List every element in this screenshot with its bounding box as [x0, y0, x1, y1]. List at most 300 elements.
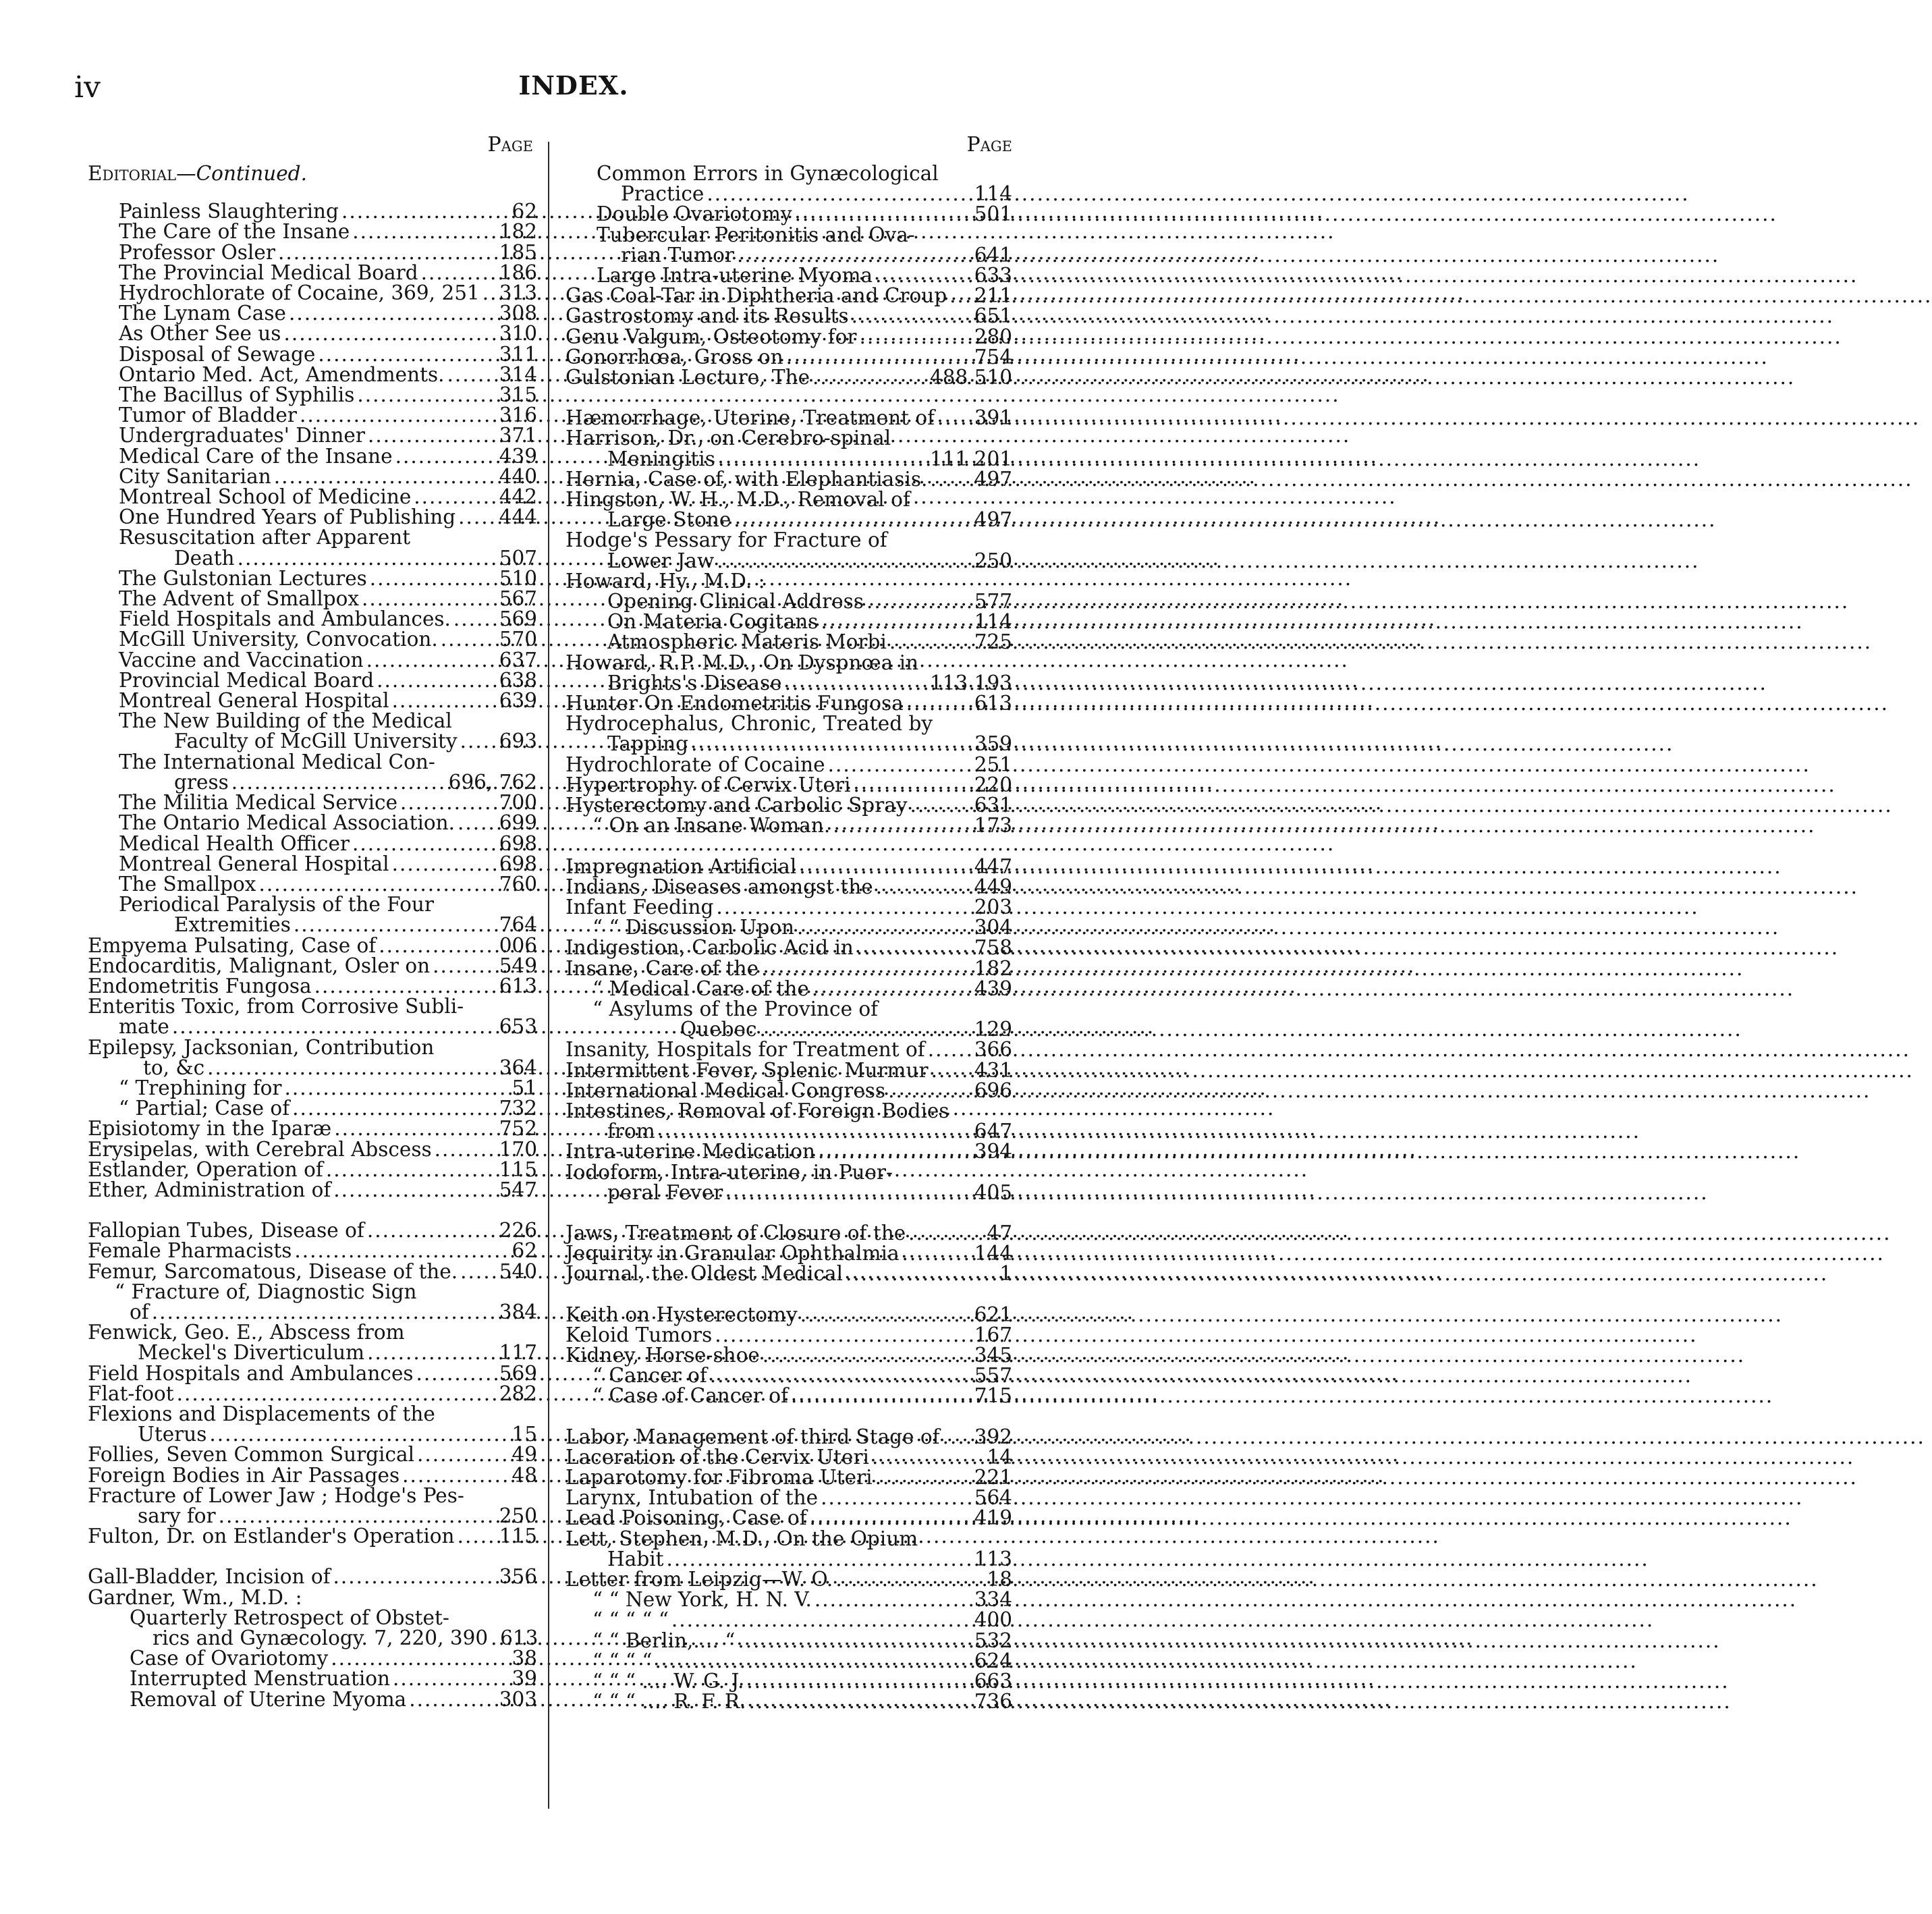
index-entry: [88, 792, 537, 813]
entry-title: The Smallpox: [119, 872, 256, 896]
entry-page-number: 631: [974, 794, 1012, 817]
index-entry-line: Howard, R.P. M.D., On Dyspnœa in: [565, 651, 919, 674]
dot-leader: [757, 1019, 974, 1039]
entry-title: Practice: [621, 182, 705, 206]
entry-page-number: 624: [974, 1649, 1012, 1672]
index-entry: [565, 1691, 1012, 1712]
entry-title: Disposal of Sewage: [119, 342, 316, 366]
entry-page-number: 736: [974, 1690, 1012, 1714]
entry-page-number: 696, 762: [448, 770, 537, 794]
entry-title: The Lynam Case: [119, 302, 286, 325]
entry-title: One Hundred Years of Publishing: [119, 505, 456, 529]
entry-page-number: 314: [499, 362, 537, 386]
entry-page-number: 698: [499, 831, 537, 855]
index-entry: [565, 1447, 1012, 1467]
entry-title: “ “ “ “ “: [592, 1608, 669, 1632]
dot-leader: [374, 670, 499, 690]
index-entry: [88, 874, 537, 894]
index-entry: [565, 1467, 1012, 1487]
dot-leader: [456, 507, 499, 527]
entry-title: Professor Osler: [119, 240, 275, 264]
entry-title: sary for: [138, 1504, 216, 1527]
column-divider: [548, 142, 549, 1809]
dot-leader: [731, 510, 974, 530]
index-entry: [565, 917, 1012, 937]
entry-page-number: 62: [512, 1239, 537, 1263]
entry-title: mate: [119, 1015, 169, 1039]
index-entry-line: Gardner, Wm., M.D. :: [88, 1585, 302, 1609]
entry-page-number: 540: [499, 1259, 537, 1283]
entry-page-number: 221: [974, 1465, 1012, 1489]
entry-page-number: 569: [499, 607, 537, 631]
dot-leader: [488, 1628, 500, 1648]
index-entry: [88, 466, 537, 487]
entry-page-number: 638: [499, 668, 537, 692]
entry-page-number: 392: [974, 1425, 1012, 1448]
dot-leader: [825, 755, 974, 775]
entry-page-number: 15: [512, 1423, 537, 1446]
dot-leader: [812, 1589, 974, 1610]
entry-title: Extremities: [174, 913, 291, 937]
entry-page-number: 647: [974, 1120, 1012, 1143]
entry-title: Quebec: [680, 1018, 757, 1041]
entry-title: Medical Health Officer: [119, 831, 350, 855]
dot-leader: [712, 1325, 974, 1345]
entry-title: City Sanitarian: [119, 464, 271, 488]
dot-leader: [286, 303, 499, 323]
dot-leader: [810, 367, 930, 387]
entry-title: “ Trephining for: [119, 1076, 282, 1099]
entry-page-number: 693: [499, 730, 537, 753]
entry-page-number: 18: [987, 1568, 1012, 1591]
entry-page-number: 211: [974, 284, 1012, 308]
index-entry-line: Howard, Hy., M.D. :: [565, 569, 765, 593]
entry-page-number: 567: [499, 587, 537, 611]
dot-leader: [292, 1240, 512, 1261]
dot-leader: [458, 731, 499, 751]
entry-title: Hysterectomy and Carbolic Spray: [565, 794, 908, 817]
entry-page-number: 115: [499, 1157, 537, 1181]
entry-title: On Materia Cogitans: [607, 610, 819, 634]
entry-page-number: 251: [974, 753, 1012, 776]
dot-leader: [414, 1363, 499, 1384]
index-entry: [88, 385, 537, 405]
entry-page-number: 577: [974, 590, 1012, 613]
entry-page-number: 400: [974, 1608, 1012, 1632]
entry-page-number: 439: [974, 977, 1012, 1000]
index-entry: [565, 204, 1012, 224]
entry-title: Lead Poisoning, Case of: [565, 1506, 807, 1530]
index-entry: [565, 1121, 1012, 1141]
index-entry: [565, 815, 1012, 836]
index-entry: [88, 1139, 537, 1159]
index-entry: [88, 1180, 537, 1200]
dot-leader: [399, 1465, 512, 1485]
dot-leader: [794, 917, 974, 937]
index-entry-line: Harrison, Dr., on Cerebro-spinal: [565, 427, 891, 450]
entry-title: “ “ “ .... W. G. J.: [592, 1670, 744, 1693]
entry-page-number: 170: [499, 1137, 537, 1161]
index-entry: [88, 813, 537, 833]
dot-leader: [376, 935, 499, 956]
entry-page-number: 663: [974, 1670, 1012, 1693]
index-entry-line: Intestines, Removal of Foreign Bodies: [565, 1099, 949, 1122]
entry-title: Letter from Leipzig—W. O.: [565, 1568, 833, 1591]
entry-title: Montreal School of Medicine: [119, 485, 412, 509]
entry-page-number: 621: [974, 1303, 1012, 1326]
entry-page-number: 117: [499, 1341, 537, 1365]
entry-title: “ “ Discussion Upon: [592, 916, 795, 939]
entry-title: Empyema Pulsating, Case of: [88, 933, 377, 957]
index-entry: [88, 446, 537, 466]
entry-title: peral Fever: [607, 1180, 723, 1204]
entry-page-number: 345: [974, 1343, 1012, 1367]
entry-page-number: 47: [987, 1221, 1012, 1245]
index-entry: [565, 958, 1012, 979]
dot-leader: [758, 958, 974, 979]
entry-page-number: 114: [974, 182, 1012, 206]
entry-page-number: 280: [974, 325, 1012, 348]
index-entry: [565, 469, 1012, 489]
index-entry: [88, 283, 537, 303]
entry-page-number: 313: [499, 281, 537, 305]
dot-leader: [904, 693, 974, 713]
index-entry: [88, 650, 537, 670]
entry-title: Gonorrhœa, Gross on: [565, 345, 783, 368]
dot-leader: [873, 265, 974, 285]
index-entry: [88, 1526, 537, 1546]
entry-title: Episiotomy in the Iparæ: [88, 1117, 332, 1141]
dot-leader: [900, 1243, 974, 1263]
entry-title: “ On an Insane Woman.: [592, 814, 831, 838]
section-gap: [565, 1203, 1012, 1223]
dot-leader: [406, 1689, 499, 1710]
index-entry: [565, 1243, 1012, 1263]
index-entry: [565, 632, 1012, 652]
entry-page-number: 754: [974, 345, 1012, 368]
entry-title: Labor, Management of third Stage of: [565, 1425, 940, 1448]
entry-page-number: 167: [974, 1323, 1012, 1346]
entry-title: Endocarditis, Malignant, Osler on: [88, 954, 431, 977]
dot-leader: [798, 1305, 974, 1325]
index-entry-line: Hodge's Pessary for Fracture of: [565, 528, 887, 552]
dot-leader: [723, 1182, 974, 1203]
dot-leader: [885, 1081, 974, 1101]
entry-title: Gastrostomy and its Results: [565, 304, 849, 328]
index-entry-line: Iodoform, Intra-uterine, in Puer-: [565, 1160, 893, 1184]
dot-leader: [365, 425, 499, 445]
entry-page-number: 39: [512, 1667, 537, 1691]
index-entry: [88, 670, 537, 690]
dot-leader: [713, 897, 974, 917]
entry-title: Gulstonian Lecture, The: [565, 366, 810, 389]
dot-leader: [664, 1549, 974, 1569]
entry-title: The Advent of Smallpox: [119, 587, 360, 611]
entry-page-number: 316: [499, 404, 537, 427]
dot-leader: [655, 1121, 974, 1141]
entry-page-number: 111 201: [930, 447, 1012, 470]
dot-leader: [438, 629, 499, 649]
dot-leader: [411, 487, 499, 507]
entry-page-number: 334: [974, 1588, 1012, 1612]
entry-page-number: 613: [499, 974, 537, 997]
index-entry: [565, 1140, 1012, 1164]
index-entry: [88, 854, 537, 874]
section-gap: [565, 1406, 1012, 1427]
entry-page-number: 564: [974, 1486, 1012, 1510]
index-entry: [565, 285, 1012, 306]
entry-title: McGill University, Convocation.: [119, 628, 438, 651]
index-entry-line: Quarterly Retrospect of Obstet-: [130, 1606, 449, 1629]
dot-leader: [935, 408, 974, 428]
dot-leader: [367, 568, 499, 589]
index-entry: [565, 1305, 1012, 1325]
index-entry: [565, 1263, 1012, 1284]
entry-page-number: 364: [499, 1056, 537, 1079]
entry-title: Large Intra-uterine Myoma: [597, 264, 873, 288]
entry-title: rics and Gynæcology. 7, 220, 390: [153, 1626, 489, 1650]
entry-title: Erysipelas, with Cerebral Abscess: [88, 1137, 432, 1161]
entry-title: “ “ New York, H. N. V.: [592, 1588, 812, 1612]
index-entry: [88, 1058, 537, 1078]
entry-title: Flat-foot: [88, 1382, 174, 1405]
dot-leader: [925, 1039, 974, 1060]
entry-title: Insane, Care of the: [565, 956, 759, 980]
entry-page-number: 700: [499, 791, 537, 815]
index-entry: [88, 1648, 537, 1668]
entry-title: Intra-uterine Medication: [565, 1140, 815, 1164]
entry-title: Vaccine and Vaccination: [119, 648, 364, 672]
dot-leader: [149, 1302, 499, 1322]
dot-leader: [746, 1691, 974, 1712]
entry-title: Larynx, Intubation of the: [565, 1486, 819, 1510]
dot-leader: [818, 1487, 974, 1508]
index-entry: [565, 327, 1012, 347]
index-entry: [565, 264, 1012, 288]
entry-page-number: 442: [499, 485, 537, 509]
dot-leader: [887, 632, 974, 652]
entry-title: to, &c: [143, 1056, 205, 1079]
dot-leader: [843, 1263, 999, 1284]
dot-leader: [873, 1467, 974, 1487]
index-entry: [88, 589, 537, 609]
entry-page-number: 651: [974, 304, 1012, 328]
entry-page-number: 1: [999, 1262, 1012, 1286]
entry-title: Hydrochlorate of Cocaine: [565, 753, 825, 776]
right-column: [565, 135, 1012, 1712]
entry-page-number: 758: [974, 936, 1012, 960]
entry-title: Hydrochlorate of Cocaine, 369, 251: [119, 281, 480, 305]
entry-page-number: 356: [499, 1565, 537, 1589]
dot-leader: [856, 327, 974, 347]
index-entry: [88, 914, 537, 935]
entry-page-number: 203: [974, 895, 1012, 919]
dot-leader: [389, 690, 499, 711]
entry-page-number: 48: [512, 1463, 537, 1487]
dot-leader: [174, 1384, 499, 1404]
index-entry: [565, 693, 1012, 713]
entry-title: Atmospheric Materis Morbi: [607, 630, 887, 654]
index-entry: [565, 937, 1012, 958]
entry-page-number: 113: [974, 1547, 1012, 1570]
dot-leader: [760, 1345, 974, 1365]
section-gap: [88, 1546, 537, 1566]
index-entry: [88, 201, 537, 221]
entry-page-number: 439: [499, 444, 537, 468]
entry-title: Keith on Hysterectomy: [565, 1303, 798, 1326]
index-entry: [565, 877, 1012, 897]
entry-title: The Provincial Medical Board: [119, 261, 418, 284]
index-entry: [565, 1508, 1012, 1528]
entry-page-number: 51: [512, 1076, 537, 1099]
entry-page-number: 38: [512, 1647, 537, 1670]
entry-page-number: 129: [974, 1018, 1012, 1041]
index-entry: [565, 734, 1012, 754]
index-entry: [88, 487, 537, 507]
entry-page-number: 613: [500, 1626, 539, 1650]
entry-page-number: 440: [499, 464, 537, 488]
index-entry: [88, 772, 537, 792]
entry-page-number: 282: [499, 1382, 537, 1405]
dot-leader: [652, 1651, 974, 1671]
entry-title: Case of Ovariotomy: [130, 1647, 329, 1670]
index-entry: [88, 1220, 537, 1240]
section-gap: [565, 836, 1012, 856]
entry-page-number: 304: [974, 916, 1012, 939]
entry-page-number: 144: [974, 1242, 1012, 1265]
entry-title: Gas Coal-Tar in Diphtheria and Croup: [565, 284, 947, 308]
index-entry: [565, 1345, 1012, 1365]
dot-leader: [289, 1098, 499, 1118]
entry-page-number: 633: [974, 264, 1012, 288]
entry-page-number: 725: [974, 630, 1012, 654]
dot-leader: [704, 184, 974, 204]
section-gap: [565, 387, 1012, 408]
dot-leader: [455, 813, 499, 833]
index-entry: [565, 408, 1012, 428]
entry-title: Opening Clinical Address: [607, 590, 864, 613]
dot-leader: [815, 1141, 974, 1161]
entry-page-number: 315: [499, 383, 537, 407]
dot-leader: [480, 283, 499, 303]
index-entry: [88, 548, 537, 568]
dot-leader: [788, 1386, 974, 1406]
index-entry: [565, 1427, 1012, 1447]
entry-title: Hypertrophy of Cervix Uteri: [565, 773, 851, 796]
entry-title: Ether, Administration of: [88, 1178, 331, 1201]
entry-page-number: 547: [499, 1178, 537, 1201]
entry-page-number: 371: [499, 424, 537, 447]
entry-title: Habit: [607, 1547, 664, 1570]
entry-page-number: 366: [974, 1038, 1012, 1062]
entry-title: Painless Slaughtering: [119, 200, 339, 223]
dot-leader: [444, 364, 499, 385]
index-entry: [565, 449, 1012, 469]
entry-page-number: 752: [499, 1117, 537, 1141]
index-entry: [88, 323, 537, 344]
page-column-label: Page: [487, 133, 533, 157]
dot-leader: [235, 548, 499, 568]
entry-title: Hunter On Endometritis Fungosa: [565, 692, 904, 715]
index-entry-line: Tubercular Peritonitis and Ova-: [597, 223, 915, 246]
entry-title: Laceration of the Cervix Uteri: [565, 1445, 869, 1469]
entry-title: “ Case of Cancer of: [592, 1384, 788, 1408]
section-heading: [88, 163, 537, 184]
entry-page-number: 510: [499, 566, 537, 590]
index-entry: [565, 1631, 1012, 1651]
dot-leader: [940, 1427, 974, 1447]
index-entry: [88, 1302, 537, 1322]
dot-leader: [281, 323, 499, 344]
entry-page-number: 532: [974, 1629, 1012, 1652]
dot-leader: [707, 1365, 974, 1386]
entry-title: Faculty of McGill University: [174, 730, 458, 753]
index-entry: [88, 303, 537, 323]
entry-title: gress: [174, 770, 229, 794]
dot-leader: [229, 772, 449, 792]
entry-page-number: 115: [499, 1525, 537, 1548]
index-entry: [565, 897, 1012, 917]
section-gap: [565, 1284, 1012, 1305]
dot-leader: [359, 589, 499, 609]
entry-title: from: [607, 1120, 655, 1143]
entry-title: Double Ovariotomy: [597, 202, 792, 226]
dot-leader: [339, 201, 512, 221]
index-entry: [88, 1159, 537, 1180]
dot-leader: [364, 1342, 499, 1363]
dot-leader: [331, 1566, 499, 1587]
entry-title: The Ontario Medical Association.: [119, 811, 456, 835]
entry-title: Gall-Bladder, Incision of: [88, 1565, 331, 1589]
index-entry: [565, 775, 1012, 795]
entry-title: Death: [174, 546, 235, 570]
index-entry: [565, 1078, 1012, 1102]
entry-title: Hernia, Case of, with Elephantiasis.: [565, 467, 928, 491]
entry-page-number: 182: [974, 956, 1012, 980]
index-entry: [88, 1424, 537, 1444]
entry-page-number: 699: [499, 811, 537, 835]
entry-page-number: 250: [499, 1504, 537, 1527]
entry-title: Tapping: [607, 732, 689, 756]
index-entry: [88, 1261, 537, 1282]
index-entry: [565, 611, 1012, 632]
dot-leader: [833, 1569, 987, 1589]
entry-title: Undergraduates' Dinner: [119, 424, 365, 447]
entry-page-number: 488 510: [930, 366, 1012, 389]
entry-page-number: 696: [974, 1078, 1012, 1102]
dot-leader: [854, 937, 974, 958]
dot-leader: [430, 956, 499, 976]
index-entry: [88, 1628, 537, 1648]
entry-page-number: 639: [499, 689, 537, 713]
entry-page-number: 569: [499, 1361, 537, 1385]
dot-leader: [906, 1223, 987, 1243]
index-entry: [565, 347, 1012, 367]
entry-title: Endometritis Fungosa: [88, 974, 312, 997]
entry-title: “ Cancer of: [592, 1364, 707, 1388]
entry-title: Medical Care of the Insane: [119, 444, 393, 468]
index-entry: [88, 263, 537, 283]
dot-leader: [864, 591, 974, 611]
page-column-label: Page: [966, 133, 1012, 157]
dot-leader: [830, 815, 974, 836]
dot-leader: [323, 1159, 499, 1180]
index-entry: [88, 221, 537, 242]
index-entry: [88, 364, 537, 385]
page-number: iv: [74, 70, 101, 105]
entry-title: Foreign Bodies in Air Passages: [88, 1463, 400, 1487]
entry-title: The Militia Medical Service: [119, 791, 398, 815]
